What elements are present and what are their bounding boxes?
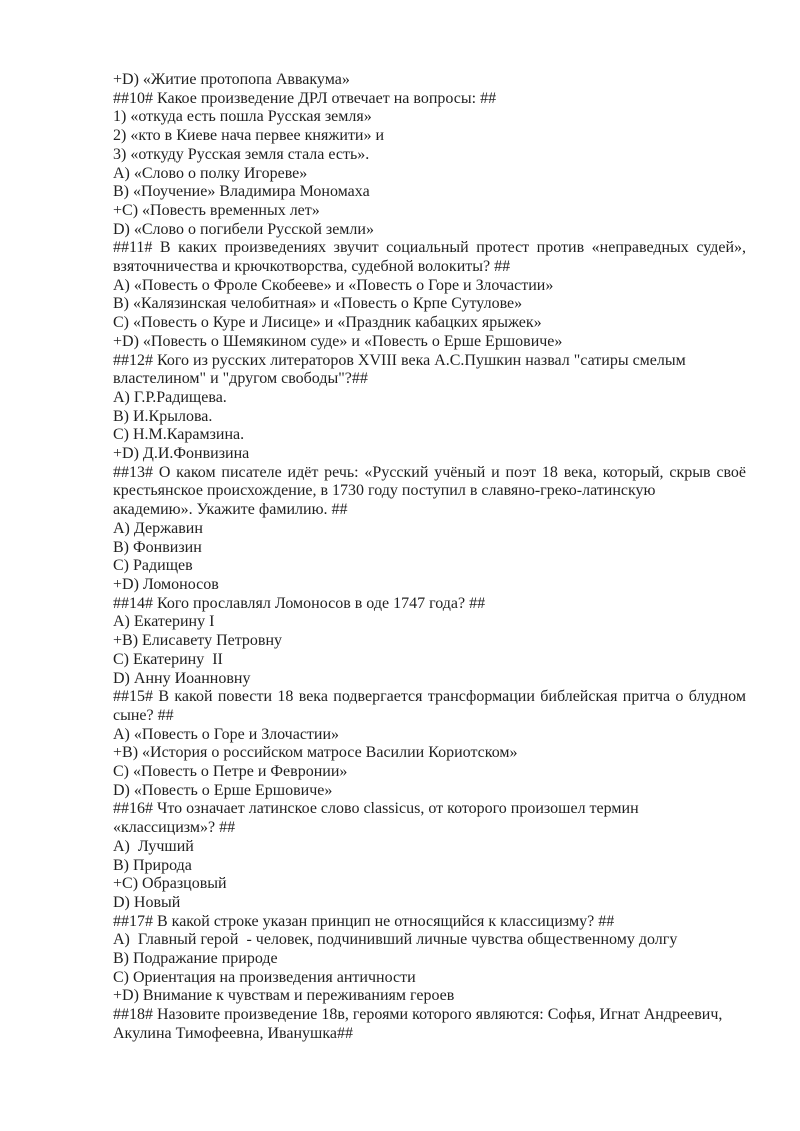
text-line: +D) Ломоносов bbox=[113, 575, 219, 593]
text-line: D) Анну Иоанновну bbox=[113, 669, 251, 687]
text-line: С) Н.М.Карамзина. bbox=[113, 426, 245, 444]
text-line: «классицизм»? ## bbox=[113, 819, 236, 837]
text-line: С) «Повесть о Петре и Февронии» bbox=[113, 763, 348, 781]
text-line: А) «Повесть о Фроле Скобееве» и «Повесть о Горе и Злочастии» bbox=[113, 276, 554, 294]
text-line: Акулина Тимофеевна, Иванушка## bbox=[113, 1024, 353, 1042]
text-line: ##16# Что означает латинское слово classicus, от которого произошел термин bbox=[113, 800, 639, 818]
text-line: D) «Слово о погибели Русской земли» bbox=[113, 220, 374, 238]
text-line: ##18# Назовите произведение 18в, героями которого являются: Софья, Игнат Андреевич, bbox=[113, 1006, 723, 1024]
text-line: С) «Повесть о Куре и Лисице» и «Праздник кабацких ярыжек» bbox=[113, 314, 542, 332]
text-line: 2) «кто в Киеве нача первее княжити» и bbox=[113, 127, 385, 145]
text-line: сыне? ## bbox=[113, 706, 174, 724]
text-line: В) Природа bbox=[113, 856, 192, 874]
quiz-text-block bbox=[113, 71, 746, 1044]
text-line: +D) Внимание к чувствам и переживаниям героев bbox=[113, 987, 455, 1005]
text-line: В) «Поучение» Владимира Мономаха bbox=[113, 183, 370, 201]
text-line: крестьянское происхождение, в 1730 году поступил в славяно-греко-латинскую bbox=[113, 482, 656, 500]
text-line: В) Подражание природе bbox=[113, 950, 278, 968]
text-line: ##15# В какой повести 18 века подвергается трансформации библейская притча о блудном bbox=[113, 688, 746, 706]
text-line: 1) «откуда есть пошла Русская земля» bbox=[113, 108, 372, 126]
text-line: +В) Елисавету Петровну bbox=[113, 632, 283, 650]
text-line: ##17# В какой строке указан принцип не относящийся к классицизму? ## bbox=[113, 912, 615, 930]
text-line: +В) «История о российском матросе Василии Кориотском» bbox=[113, 744, 518, 762]
text-line: С) Екатерину II bbox=[113, 650, 223, 668]
text-line: С) Ориентация на произведения античности bbox=[113, 968, 416, 986]
text-line: 3) «откуду Русская земля стала есть». bbox=[113, 145, 370, 163]
text-line: D) «Повесть о Ерше Ершовиче» bbox=[113, 781, 333, 799]
text-line: А) Лучший bbox=[113, 837, 194, 855]
text-line: взяточничества и крючкотворства, судебной волокиты? ## bbox=[113, 258, 511, 276]
text-line: А) «Слово о полку Игореве» bbox=[113, 164, 308, 182]
text-line: ##11# В каких произведениях звучит социальный протест против «неправедных судей», bbox=[113, 239, 746, 257]
text-line: С) Радищев bbox=[113, 557, 193, 575]
text-line: академию». Укажите фамилию. ## bbox=[113, 501, 348, 519]
text-line: D) Новый bbox=[113, 893, 181, 911]
text-line: ##10# Какое произведение ДРЛ отвечает на вопросы: ## bbox=[113, 89, 497, 107]
text-line: В) Фонвизин bbox=[113, 538, 202, 556]
text-line: властелином" и "другом свободы"?## bbox=[113, 370, 368, 388]
text-line: +D) Д.И.Фонвизина bbox=[113, 445, 250, 463]
text-line: +С) «Повесть временных лет» bbox=[113, 201, 320, 219]
text-line: +С) Образцовый bbox=[113, 875, 227, 893]
text-line: А) Главный герой - человек, подчинивший личные чувства общественному долгу bbox=[113, 931, 678, 949]
text-line: А) Г.Р.Радищева. bbox=[113, 388, 227, 406]
text-line: А) Державин bbox=[113, 519, 203, 537]
text-line: А) «Повесть о Горе и Злочастии» bbox=[113, 725, 340, 743]
text-line: В) «Калязинская челобитная» и «Повесть о Крпе Сутулове» bbox=[113, 295, 523, 313]
text-line: ##12# Кого из русских литераторов XVIII века А.С.Пушкин назвал "сатиры смелым bbox=[113, 351, 686, 369]
text-line: А) Екатерину I bbox=[113, 613, 215, 631]
text-line: ##13# О каком писателе идёт речь: «Русский учёный и поэт 18 века, который, скрыв своё bbox=[113, 463, 746, 481]
text-line: В) И.Крылова. bbox=[113, 407, 213, 425]
text-line: +D) «Повесть о Шемякином суде» и «Повесть о Ерше Ершовиче» bbox=[113, 332, 563, 350]
text-line: ##14# Кого прославлял Ломоносов в оде 1747 года? ## bbox=[113, 594, 486, 612]
text-line: +D) «Житие протопопа Аввакума» bbox=[113, 71, 350, 88]
